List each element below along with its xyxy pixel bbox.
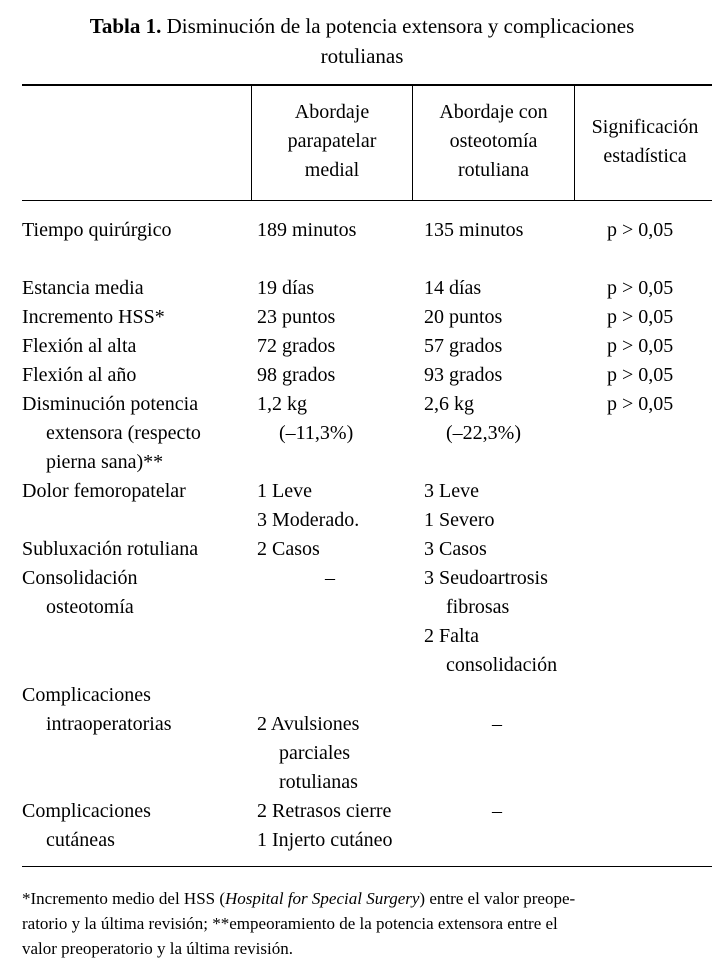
header-parapatelar — [252, 98, 412, 185]
cell-dolor-c2: 3 Leve — [424, 480, 479, 502]
footnote-line-1 — [22, 886, 575, 911]
top-rule — [22, 84, 712, 86]
footnote-text: ) entre el valor preope- — [419, 889, 576, 908]
cell-consolidacion-c2: fibrosas — [446, 596, 510, 618]
cell-tiempo-c1: 189 minutos — [257, 219, 357, 241]
bottom-rule — [22, 866, 712, 867]
cell-intraop-c2: – — [492, 713, 502, 735]
cell-tiempo-c2: 135 minutos — [424, 219, 524, 241]
row-label-potencia-cont: extensora (respecto — [46, 422, 201, 444]
cell-estancia-c2: 14 días — [424, 277, 482, 299]
cell-potencia-c2: 2,6 kg — [424, 393, 474, 415]
cell-subluxacion-c1: 2 Casos — [257, 538, 320, 560]
header-line: estadística — [603, 145, 687, 167]
cell-dolor-c2: 1 Severo — [424, 509, 495, 531]
cell-flex-ano-c1: 98 grados — [257, 364, 336, 386]
row-label-intraop: Complicaciones — [22, 684, 151, 706]
footnote-text: *Incremento medio del HSS ( — [22, 889, 226, 908]
cell-potencia-c1: 1,2 kg — [257, 393, 307, 415]
table-title-line2: rotulianas — [320, 44, 404, 68]
cell-hss-c2: 20 puntos — [424, 306, 503, 328]
cell-consolidacion-c2: 2 Falta — [424, 625, 479, 647]
row-label-estancia: Estancia media — [22, 277, 144, 299]
row-label-cutaneas-cont: cutáneas — [46, 829, 115, 851]
cell-intraop-c1: 2 Avulsiones — [257, 713, 360, 735]
cell-estancia-c1: 19 días — [257, 277, 315, 299]
cell-consolidacion-c1: – — [325, 567, 335, 589]
table-title-text: Disminución de la potencia extensora y complicaciones — [166, 14, 635, 38]
cell-potencia-c2-pct: (–22,3%) — [446, 422, 521, 444]
cell-hss-c3: p > 0,05 — [607, 306, 674, 328]
row-label-hss: Incremento HSS* — [22, 306, 165, 328]
header-line: Significación — [591, 116, 699, 138]
header-line: Abordaje con — [439, 101, 548, 123]
cell-consolidacion-c2: consolidación — [446, 654, 558, 676]
cell-dolor-c1: 1 Leve — [257, 480, 312, 502]
cell-flex-alta-c1: 72 grados — [257, 335, 336, 357]
cell-flex-alta-c3: p > 0,05 — [607, 335, 674, 357]
cell-cutaneas-c1: 2 Retrasos cierre — [257, 800, 392, 822]
cell-subluxacion-c2: 3 Casos — [424, 538, 487, 560]
header-line: rotuliana — [457, 159, 530, 181]
row-label-potencia-cont: pierna sana)** — [46, 451, 164, 473]
row-label-cutaneas: Complicaciones — [22, 800, 151, 822]
row-label-flex-alta: Flexión al alta — [22, 335, 137, 357]
cell-potencia-c1-pct: (–11,3%) — [279, 422, 354, 444]
header-line: osteotomía — [449, 130, 538, 152]
header-line: medial — [304, 159, 360, 181]
cell-consolidacion-c2: 3 Seudoartrosis — [424, 567, 548, 589]
row-label-flex-ano: Flexión al año — [22, 364, 137, 386]
table-title — [0, 12, 724, 41]
row-label-consolidacion: Consolidación — [22, 567, 138, 589]
footnote-line-2: ratorio y la última revisión; **empeoramiento de la potencia extensora entre el — [22, 914, 558, 933]
cell-hss-c1: 23 puntos — [257, 306, 336, 328]
cell-cutaneas-c1: 1 Injerto cutáneo — [257, 829, 393, 851]
cell-cutaneas-c2: – — [492, 800, 502, 822]
cell-flex-ano-c2: 93 grados — [424, 364, 503, 386]
cell-potencia-c3: p > 0,05 — [607, 393, 674, 415]
row-label-consolidacion-cont: osteotomía — [46, 596, 134, 618]
header-significacion — [575, 113, 715, 171]
row-label-intraop-cont: intraoperatorias — [46, 713, 172, 735]
footnote-italic: Hospital for Special Surgery — [225, 889, 420, 908]
row-label-dolor: Dolor femoropatelar — [22, 480, 186, 502]
cell-intraop-c1: parciales — [279, 742, 351, 764]
cell-flex-alta-c2: 57 grados — [424, 335, 503, 357]
cell-dolor-c1: 3 Moderado. — [257, 509, 360, 531]
cell-flex-ano-c3: p > 0,05 — [607, 364, 674, 386]
row-label-tiempo: Tiempo quirúrgico — [22, 219, 172, 241]
cell-tiempo-c3: p > 0,05 — [607, 219, 674, 241]
row-label-potencia: Disminución potencia — [22, 393, 199, 415]
cell-intraop-c1: rotulianas — [279, 771, 358, 793]
header-rule — [22, 200, 712, 201]
header-line: Abordaje — [294, 101, 370, 123]
row-label-subluxacion: Subluxación rotuliana — [22, 538, 199, 560]
footnote-line-3: valor preoperatorio y la última revisión. — [22, 939, 293, 958]
table-label: Tabla 1. — [89, 14, 162, 38]
cell-estancia-c3: p > 0,05 — [607, 277, 674, 299]
header-osteotomia — [413, 98, 574, 185]
header-line: parapatelar — [287, 130, 377, 152]
